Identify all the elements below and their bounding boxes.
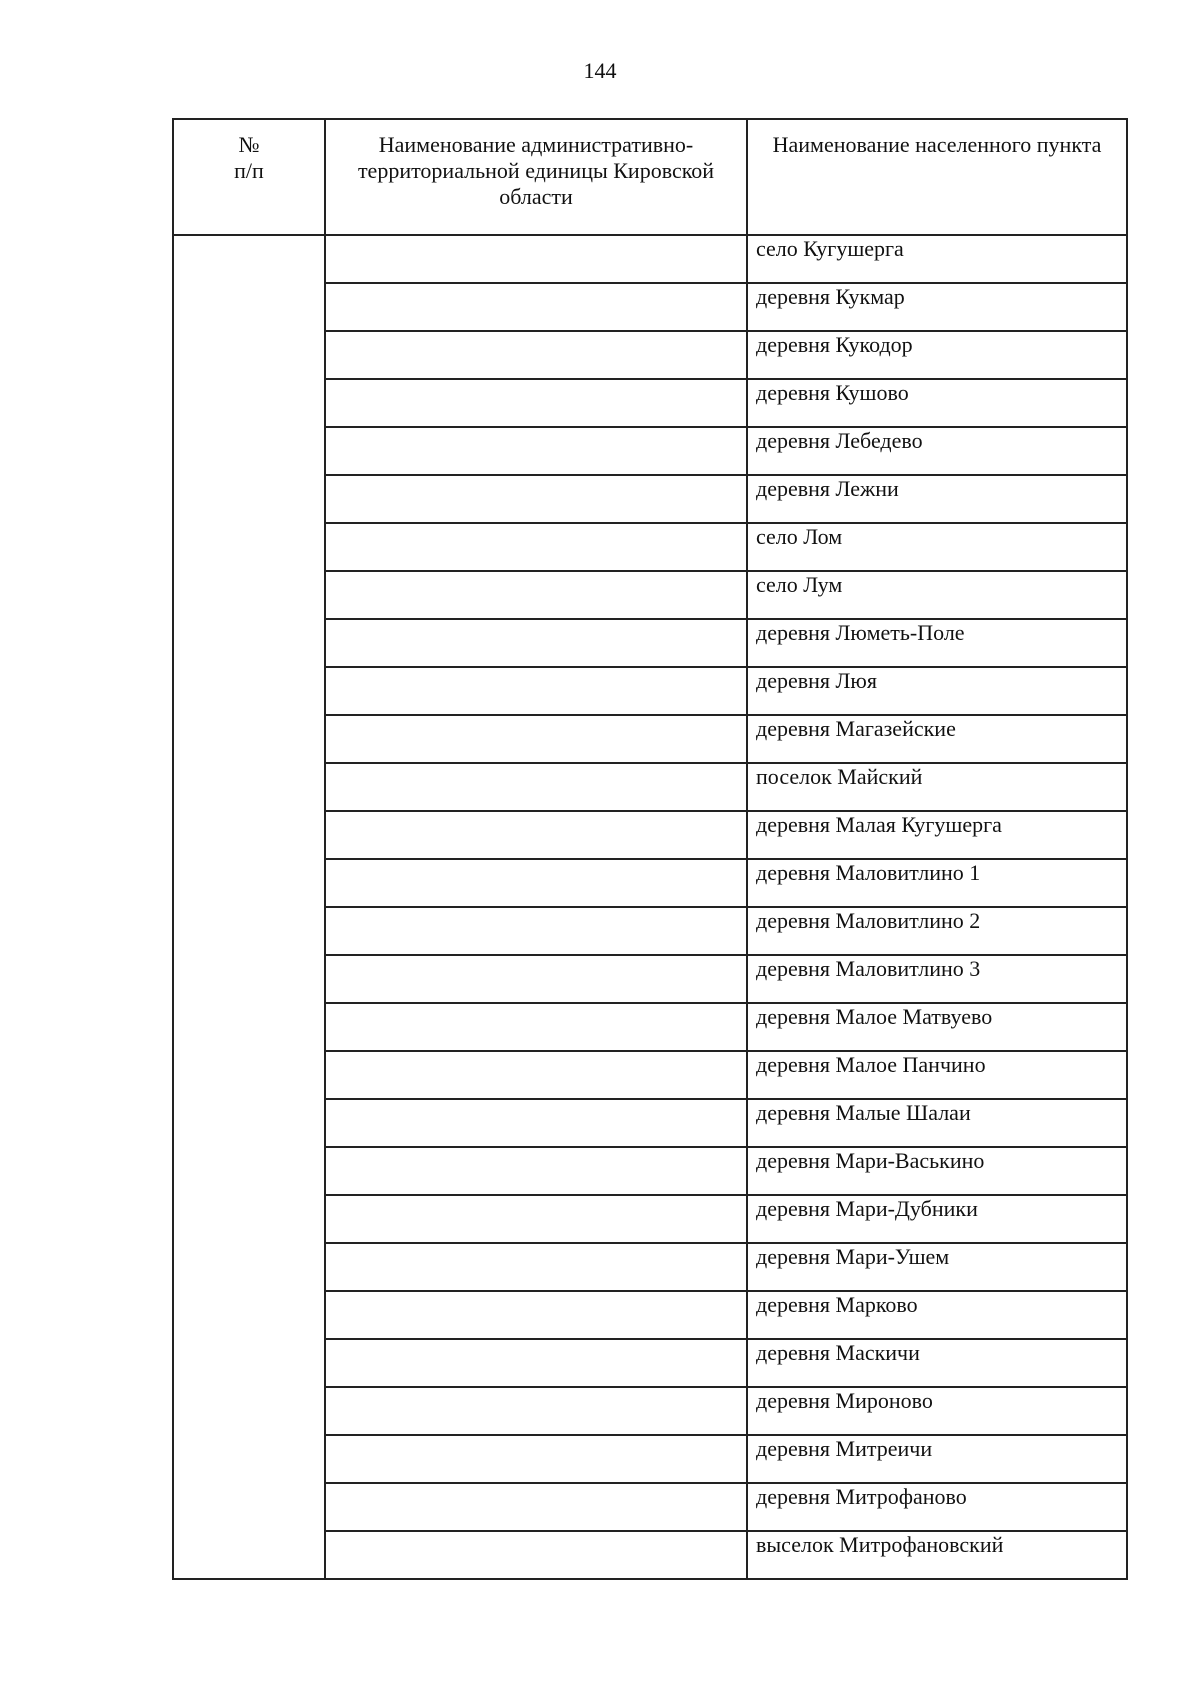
admin-unit-cell [325, 1051, 747, 1099]
admin-unit-cell [325, 283, 747, 331]
settlement-name-cell: деревня Кушово [747, 379, 1127, 427]
admin-unit-cell [325, 523, 747, 571]
settlement-name-cell: деревня Малая Кугушерга [747, 811, 1127, 859]
settlement-name-cell: деревня Малое Матвуево [747, 1003, 1127, 1051]
settlement-name-cell: выселок Митрофановский [747, 1531, 1127, 1579]
settlement-name-cell: деревня Малые Шалаи [747, 1099, 1127, 1147]
admin-unit-cell [325, 1387, 747, 1435]
settlement-name-cell: деревня Маловитлино 1 [747, 859, 1127, 907]
settlement-name-cell: деревня Кукмар [747, 283, 1127, 331]
admin-unit-cell [325, 1435, 747, 1483]
settlements-table [172, 118, 1128, 1580]
header-settlement-text: Наименование населенного пункта [772, 132, 1102, 157]
admin-unit-cell [325, 235, 747, 283]
number-cell [173, 235, 325, 1579]
admin-unit-cell [325, 331, 747, 379]
admin-unit-cell [325, 907, 747, 955]
header-admin-unit-text: Наименование административно-территориальной единицы Кировской области [357, 132, 715, 209]
settlement-name-cell: деревня Митреичи [747, 1435, 1127, 1483]
admin-unit-cell [325, 1195, 747, 1243]
settlement-name-cell: деревня Маловитлино 2 [747, 907, 1127, 955]
settlement-name-cell: село Лум [747, 571, 1127, 619]
admin-unit-cell [325, 667, 747, 715]
admin-unit-cell [325, 619, 747, 667]
settlement-name-cell: деревня Мари-Ушем [747, 1243, 1127, 1291]
admin-unit-cell [325, 1531, 747, 1579]
settlement-name-cell: деревня Малое Панчино [747, 1051, 1127, 1099]
admin-unit-cell [325, 379, 747, 427]
settlement-name-cell: деревня Люя [747, 667, 1127, 715]
settlement-name-cell: село Кугушерга [747, 235, 1127, 283]
header-admin-unit [325, 119, 747, 235]
header-number [173, 119, 325, 235]
settlement-name-cell: деревня Мироново [747, 1387, 1127, 1435]
table-header-row [173, 119, 1127, 235]
admin-unit-cell [325, 427, 747, 475]
admin-unit-cell [325, 571, 747, 619]
admin-unit-cell [325, 811, 747, 859]
admin-unit-cell [325, 859, 747, 907]
admin-unit-cell [325, 1339, 747, 1387]
admin-unit-cell [325, 1147, 747, 1195]
table-body [173, 235, 1127, 1579]
settlement-name-cell: деревня Кукодор [747, 331, 1127, 379]
admin-unit-cell [325, 1483, 747, 1531]
settlement-name-cell: деревня Маскичи [747, 1339, 1127, 1387]
settlement-name-cell: деревня Митрофаново [747, 1483, 1127, 1531]
settlement-name-cell: деревня Марково [747, 1291, 1127, 1339]
admin-unit-cell [325, 1291, 747, 1339]
page-number: 144 [583, 58, 617, 83]
settlement-name-cell: деревня Магазейские [747, 715, 1127, 763]
admin-unit-cell [325, 1243, 747, 1291]
settlement-name-cell: поселок Майский [747, 763, 1127, 811]
settlement-name-cell: село Лом [747, 523, 1127, 571]
settlement-name-cell: деревня Мари-Васькино [747, 1147, 1127, 1195]
admin-unit-cell [325, 1099, 747, 1147]
header-settlement [747, 119, 1127, 235]
admin-unit-cell [325, 763, 747, 811]
settlement-name-cell: деревня Люметь-Поле [747, 619, 1127, 667]
settlement-name-cell: деревня Мари-Дубники [747, 1195, 1127, 1243]
settlement-name-cell: деревня Лежни [747, 475, 1127, 523]
header-number-text: № п/п [234, 132, 264, 183]
settlement-name-cell: деревня Лебедево [747, 427, 1127, 475]
admin-unit-cell [325, 1003, 747, 1051]
table-row [173, 235, 1127, 283]
admin-unit-cell [325, 715, 747, 763]
admin-unit-cell [325, 475, 747, 523]
admin-unit-cell [325, 955, 747, 1003]
settlement-name-cell: деревня Маловитлино 3 [747, 955, 1127, 1003]
